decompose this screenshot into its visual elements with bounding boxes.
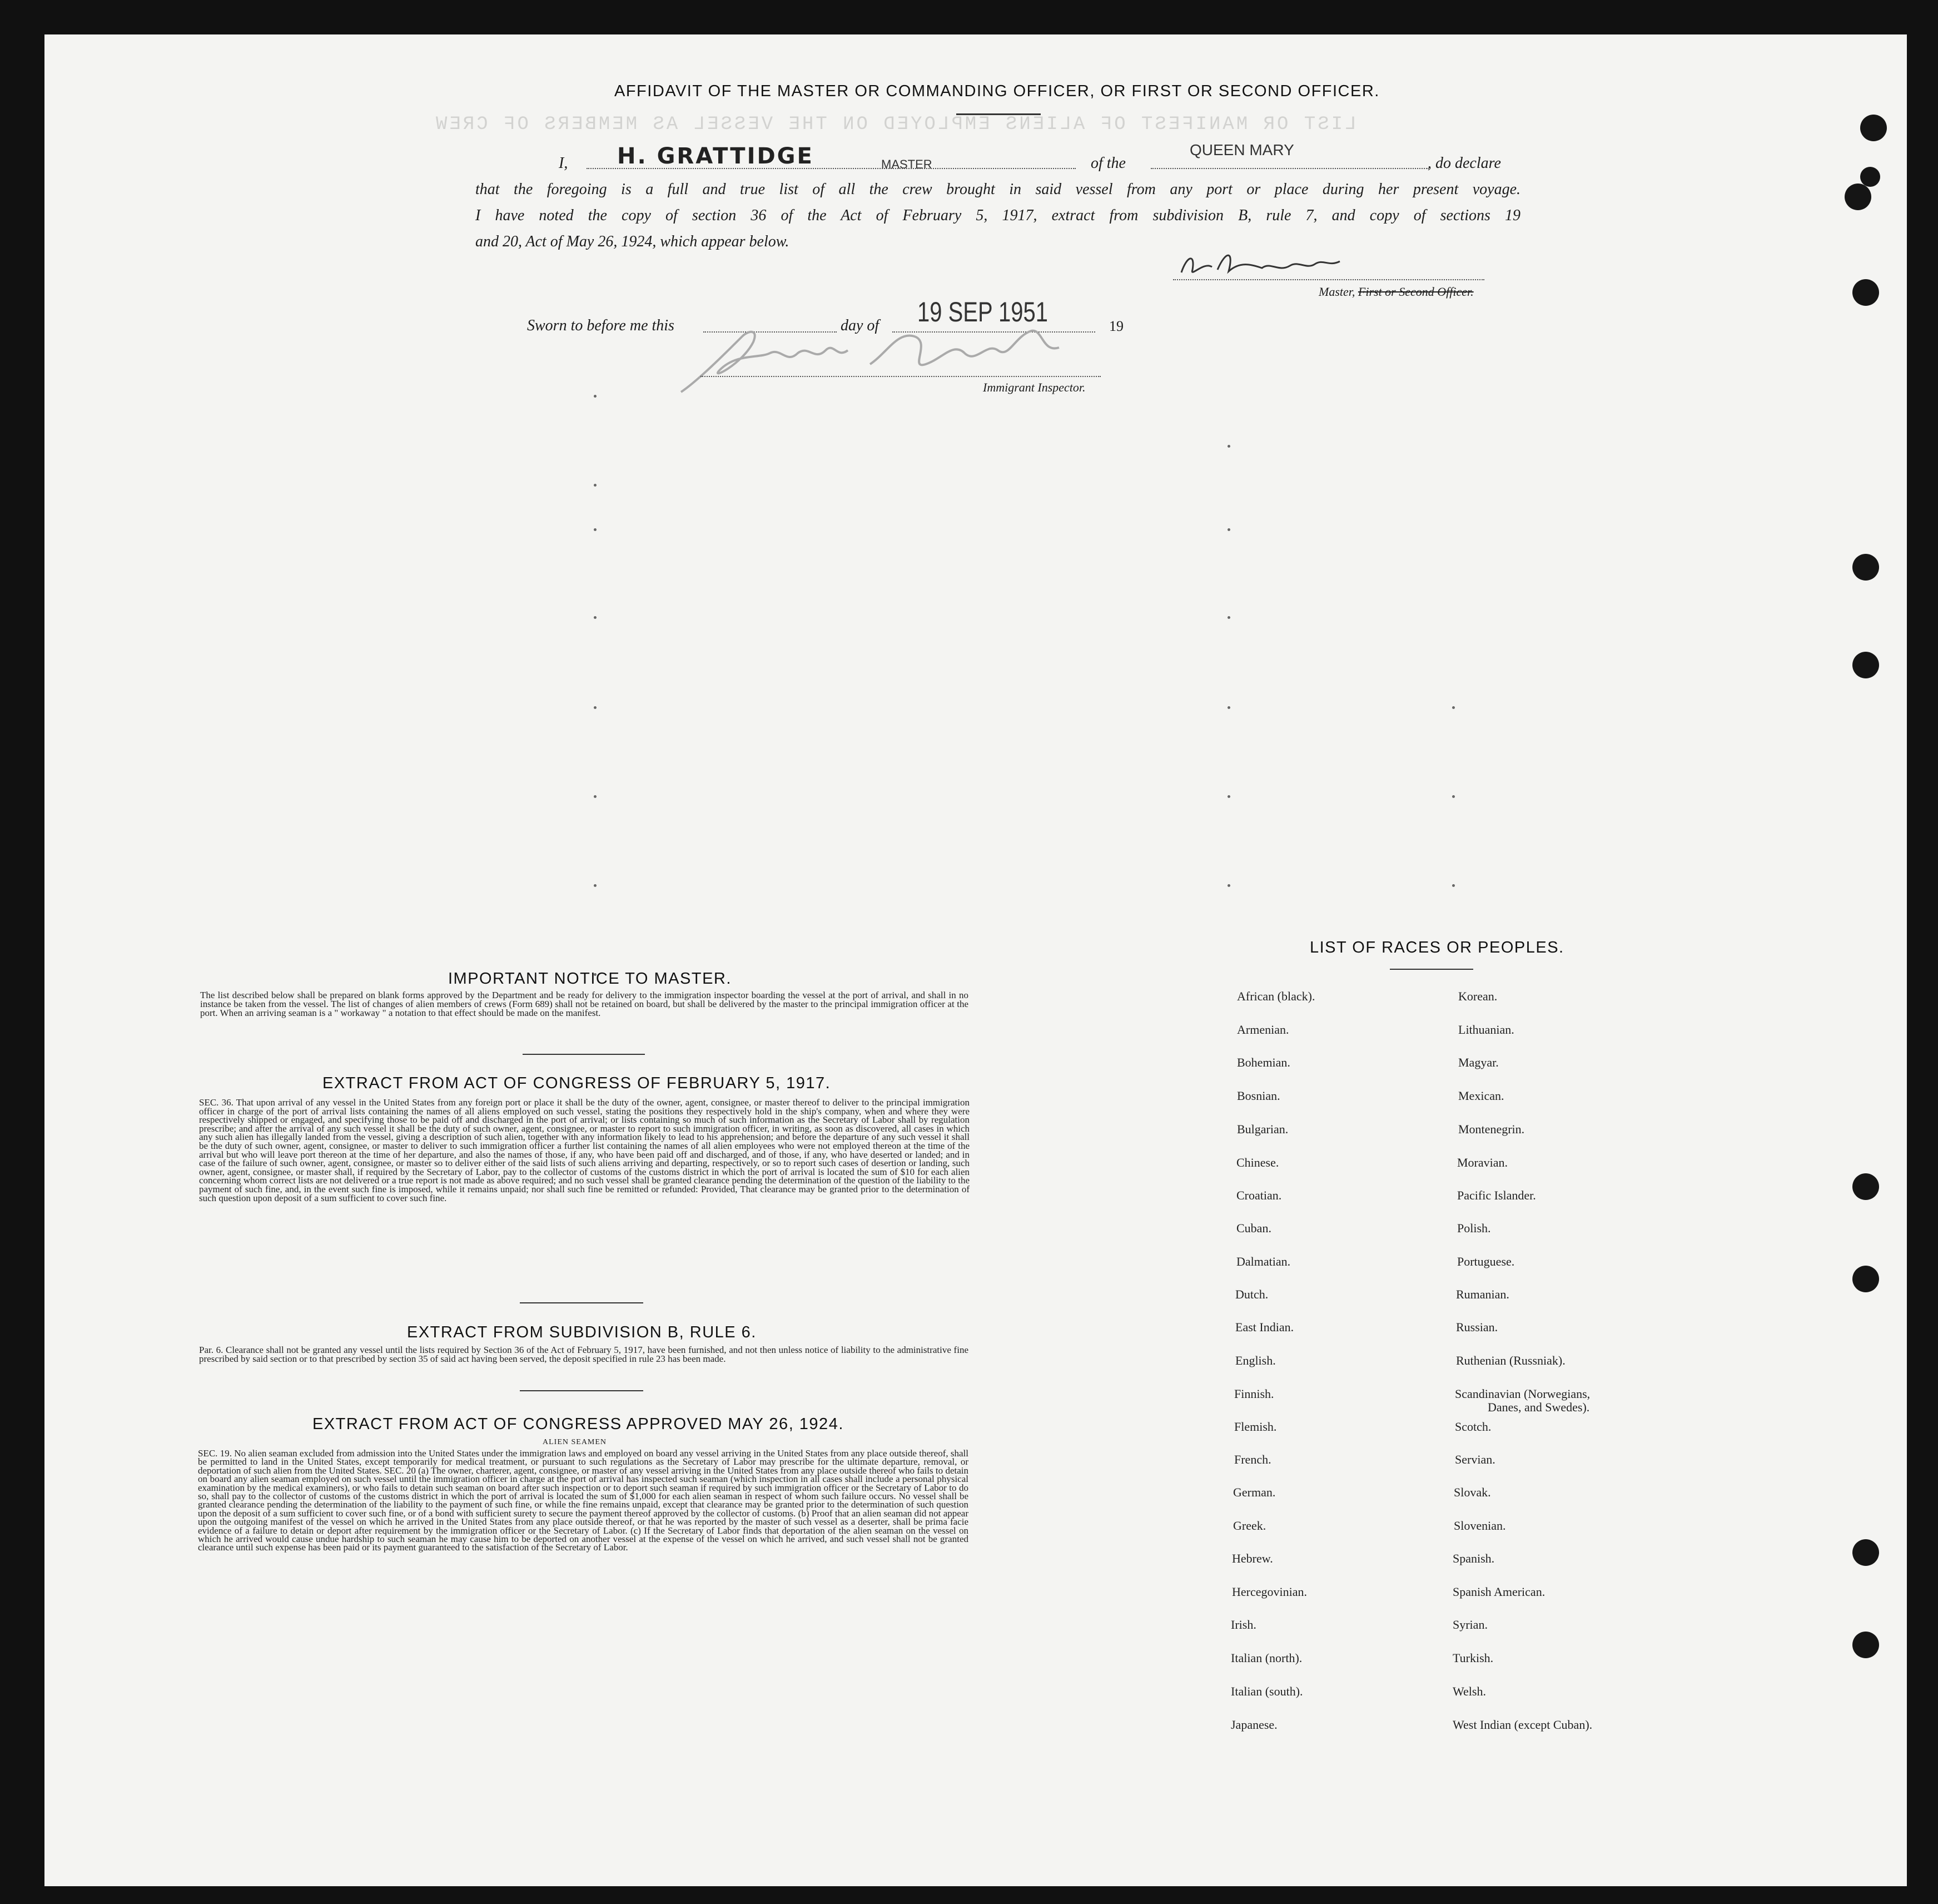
signature-caption bbox=[1319, 285, 1474, 299]
race-item: Slovak. bbox=[1454, 1485, 1491, 1499]
race-item: Italian (south). bbox=[1231, 1684, 1303, 1698]
column-mark bbox=[1228, 528, 1230, 531]
race-item: Flemish. bbox=[1234, 1420, 1277, 1434]
race-item: Finnish. bbox=[1234, 1387, 1274, 1401]
race-item: Scandinavian (Norwegians, bbox=[1455, 1387, 1591, 1401]
race-item: Armenian. bbox=[1237, 1023, 1289, 1037]
column-mark bbox=[1452, 884, 1455, 887]
inspector-caption: Immigrant Inspector. bbox=[983, 380, 1086, 394]
section-rule bbox=[523, 1054, 645, 1055]
race-item: Croatian. bbox=[1236, 1188, 1282, 1202]
race-item: Lithuanian. bbox=[1458, 1023, 1514, 1037]
race-item: Japanese. bbox=[1231, 1718, 1278, 1732]
race-item: Welsh. bbox=[1453, 1684, 1486, 1698]
vessel-name: QUEEN MARY bbox=[1190, 141, 1294, 158]
column-mark bbox=[1452, 706, 1455, 709]
master-signature-line bbox=[1173, 279, 1484, 280]
race-item-continued: Danes, and Swedes). bbox=[1488, 1400, 1590, 1414]
of-the-label: of the bbox=[1091, 155, 1126, 172]
signature-caption-struck: First or Second Officer. bbox=[1358, 285, 1474, 299]
day-of-label: day of bbox=[841, 317, 879, 334]
binder-hole bbox=[1845, 184, 1871, 210]
year-suffix: 19 bbox=[1109, 318, 1124, 334]
race-item: Bosnian. bbox=[1237, 1089, 1280, 1103]
column-mark bbox=[594, 484, 597, 487]
race-item: Hebrew. bbox=[1232, 1551, 1273, 1565]
column-mark bbox=[594, 706, 597, 709]
extract-1924-title: EXTRACT FROM ACT OF CONGRESS APPROVED MAY 26, 1924. bbox=[312, 1415, 844, 1433]
race-item: French. bbox=[1234, 1452, 1271, 1466]
date-stamp: 19 SEP 1951 bbox=[917, 297, 1048, 328]
race-item: African (black). bbox=[1237, 989, 1315, 1003]
races-title-rule bbox=[1390, 969, 1473, 970]
race-item: Italian (north). bbox=[1231, 1651, 1303, 1665]
column-mark bbox=[1228, 445, 1230, 448]
declarant-label: I, bbox=[559, 155, 568, 172]
column-mark bbox=[594, 395, 597, 398]
bleed-through-text: LIST OR MANIFEST OF ALIENS EMPLOYED ON THE VESSEL AS MEMBERS OF CREW bbox=[434, 114, 1356, 135]
race-item: Korean. bbox=[1458, 989, 1498, 1003]
sworn-label: Sworn to before me this bbox=[527, 317, 674, 334]
column-mark bbox=[1228, 616, 1230, 619]
race-item: Polish. bbox=[1457, 1221, 1491, 1235]
affidavit-body-line1: that the foregoing is a full and true list of all the crew brought in said vessel from any port or place during her present voyage. bbox=[475, 181, 1520, 198]
title-rule bbox=[956, 113, 1041, 115]
race-item: Moravian. bbox=[1457, 1156, 1508, 1169]
extract-rule-text: Par. 6. Clearance shall not be granted any vessel until the lists required by Section 36 of the Act of February 5, 1917, have been furnished, and not then unless notice of liability to the administrative fine prescribed by said section or to that prescribed by section 35 of said act having been served, the deposit specified in rule 23 has been made. bbox=[199, 1345, 968, 1364]
race-item: Irish. bbox=[1231, 1618, 1256, 1632]
section-rule bbox=[520, 1390, 643, 1391]
extract-1924-subtitle: ALIEN SEAMEN bbox=[543, 1438, 607, 1446]
race-item: Scotch. bbox=[1455, 1420, 1492, 1434]
race-item: Dutch. bbox=[1235, 1287, 1269, 1301]
race-item: Bulgarian. bbox=[1237, 1122, 1289, 1136]
race-item: Russian. bbox=[1456, 1320, 1498, 1334]
binder-hole bbox=[1852, 554, 1879, 581]
affidavit-body-line2: I have noted the copy of section 36 of the Act of February 5, 1917, extract from subdivision B, rule 7, and copy of sections 19 bbox=[475, 207, 1520, 224]
race-item: Spanish American. bbox=[1453, 1585, 1546, 1599]
do-declare: , do declare bbox=[1428, 155, 1501, 172]
column-mark bbox=[1452, 795, 1455, 798]
race-item: Dalmatian. bbox=[1236, 1255, 1291, 1268]
binder-hole bbox=[1860, 167, 1880, 187]
notice-text: The list described below shall be prepared on blank forms approved by the Department and be ready for delivery to the immigration inspector boarding the vessel at the port of arrival, and shall in no instance be taken from the vessel. The list of changes of alien members of crews (Form 689) shall not be retained on board, but shall be delivered by the master to the principal immigration officer at the port. When an arriving seaman is a " workaway " a notation to that effect should be made on the manifest. bbox=[200, 990, 968, 1018]
race-item: Magyar. bbox=[1458, 1055, 1499, 1069]
binder-hole bbox=[1852, 652, 1879, 678]
race-item: Turkish. bbox=[1453, 1651, 1494, 1665]
race-item: Bohemian. bbox=[1237, 1055, 1290, 1069]
race-item: Montenegrin. bbox=[1458, 1122, 1525, 1136]
race-item: Syrian. bbox=[1453, 1618, 1488, 1632]
column-mark bbox=[1228, 795, 1230, 798]
section-rule bbox=[520, 1302, 643, 1303]
vessel-line bbox=[1151, 168, 1429, 169]
race-item: Slovenian. bbox=[1454, 1519, 1506, 1533]
extract-1924-text: SEC. 19. No alien seaman excluded from admission into the United States under the immigration laws and employed on board any vessel arriving in the United States from any place outside thereof, shall be permitted to land in the United States, except temporarily for medical treatment, or pursuant to such regulations as the Secretary of Labor may prescribe for the ultimate departure, removal, or deportation of such alien from the United States. SEC. 20 (a) The owner, charterer, agent, consignee, or master of any vessel arriving in the United States from any place outside thereof who fails to detain on board any alien seaman employed on such vessel until the immigration officer in charge at the port of arrival has inspected such seaman (which inspection in all cases shall include a personal physical examination by the medical examiners), or who fails to detain such seaman on board after such inspection or to deport such seaman if required by such immigration officer or the Secretary of Labor to do so, shall pay to the collector of customs of the customs district in which the port of arrival is located the sum of $1,000 for each alien seaman in respect of whom such failure occurs. No vessel shall be granted clearance pending the determination of the liability to the payment of such fine, or while the fine remains unpaid, except that clearance may be granted prior to the determination of such question upon the deposit of a sum sufficient to cover such fine, or of a bond with sufficient surety to secure the payment thereof approved by the collector of customs. (b) Proof that an alien seaman did not appear upon the outgoing manifest of the vessel on which he arrived in the United States from any place outside thereof, or that he was reported by the master of such vessel as a deserter, shall be prima facie evidence of a failure to detain or deport after requirement by the immigration officer or the Secretary of Labor. (c) If the Secretary of Labor finds that deportation of the alien seaman on the vessel on which he arrived would cause undue hardship to such seaman he may cause him to be deported on another vessel at the expense of the vessel on which he arrived, and such vessel shall not be granted clearance until such expense has been paid or its payment guaranteed to the satisfaction of the Secretary of Labor. bbox=[198, 1448, 968, 1553]
race-item: Greek. bbox=[1233, 1519, 1266, 1533]
binder-hole bbox=[1852, 1173, 1879, 1200]
binder-hole bbox=[1852, 1539, 1879, 1566]
binder-hole bbox=[1852, 1632, 1879, 1658]
master-signature bbox=[1173, 245, 1373, 284]
extract-1917-title: EXTRACT FROM ACT OF CONGRESS OF FEBRUARY 5, 1917. bbox=[322, 1074, 831, 1092]
extract-rule-title: EXTRACT FROM SUBDIVISION B, RULE 6. bbox=[407, 1323, 757, 1341]
race-item: East Indian. bbox=[1235, 1320, 1294, 1334]
rank: MASTER bbox=[881, 157, 932, 171]
race-item: Cuban. bbox=[1236, 1221, 1271, 1235]
races-title: LIST OF RACES OR PEOPLES. bbox=[1310, 939, 1564, 956]
column-mark bbox=[594, 884, 597, 887]
race-item: Mexican. bbox=[1458, 1089, 1504, 1103]
signature-caption-prefix: Master, bbox=[1319, 285, 1358, 299]
master-name: H. GRATTIDGE bbox=[617, 143, 814, 169]
column-mark bbox=[594, 528, 597, 531]
race-item: Servian. bbox=[1455, 1452, 1495, 1466]
race-item: Rumanian. bbox=[1456, 1287, 1509, 1301]
binder-hole bbox=[1860, 115, 1887, 141]
binder-hole bbox=[1852, 279, 1879, 306]
column-mark bbox=[594, 616, 597, 619]
column-mark bbox=[1228, 884, 1230, 887]
race-item: Ruthenian (Russniak). bbox=[1456, 1353, 1566, 1367]
affidavit-body-line3: and 20, Act of May 26, 1924, which appear below. bbox=[475, 233, 789, 250]
race-item: English. bbox=[1235, 1353, 1276, 1367]
race-item: German. bbox=[1233, 1485, 1276, 1499]
column-mark bbox=[1228, 706, 1230, 709]
notice-title: IMPORTANT NOTICE TO MASTER. bbox=[448, 970, 732, 988]
race-item: Pacific Islander. bbox=[1457, 1188, 1536, 1202]
race-item: Chinese. bbox=[1236, 1156, 1279, 1169]
race-item: Hercegovinian. bbox=[1232, 1585, 1307, 1599]
race-item: West Indian (except Cuban). bbox=[1453, 1718, 1593, 1732]
extract-1917-text: SEC. 36. That upon arrival of any vessel in the United States from any foreign port or place it shall be the duty of the owner, agent, consignee, or master thereof to deliver to the principal immigration officer in charge of the port of arrival lists containing the names of all aliens employed on such vessel, stating the positions they respectively hold in the ship's company, when and where they were respectively shipped or engaged, and specifying those to be paid off and discharged in the port of arrival; or lists containing so much of such information as the Secretary of Labor shall by regulation prescribe; and after the arrival of any such vessel it shall be the duty of such owner, agent, consignee, or master to report to such immigration officer, in writing, as soon as discovered, all cases in which any such alien has illegally landed from the vessel, giving a description of such alien, together with any information likely to lead to his apprehension; and before the departure of any such vessel it shall be the duty of such owner, agent, consignee, or master to deliver to such immigration officer a further list containing the names of all alien employees who were not employed thereon at the time of the arrival but who will leave port thereon at the time of her departure, and also the names of those, if any, who have been paid off and discharged, and of those, if any, who have deserted or landed; and in case of the failure of such owner, agent, consignee, or master so to deliver either of the said lists of such aliens arriving and departing, respectively, or so to report such cases of desertion or landing, such owner, agent, consignee, or master shall, if required by the Secretary of Labor, pay to the collector of customs of the customs district in which the port of arrival is located the sum of $10 for each alien concerning whom correct lists are not delivered or a true report is not made as above required; and no such vessel shall be granted clearance pending the determination of the question of the liability to the payment of such fine, and, in the event such fine is imposed, while it remains unpaid; nor shall such fine be remitted or refunded: Provided, That clearance may be granted prior to the determination of such question upon deposit of a sum sufficient to cover such fine. bbox=[199, 1097, 970, 1203]
affidavit-title: AFFIDAVIT OF THE MASTER OR COMMANDING OFFICER, OR FIRST OR SECOND OFFICER. bbox=[614, 82, 1380, 100]
binder-hole bbox=[1852, 1266, 1879, 1292]
inspector-signature-line bbox=[700, 376, 1101, 377]
name-line bbox=[587, 168, 1076, 169]
race-item: Spanish. bbox=[1453, 1551, 1495, 1565]
column-mark bbox=[594, 795, 597, 798]
race-item: Portuguese. bbox=[1457, 1255, 1515, 1268]
